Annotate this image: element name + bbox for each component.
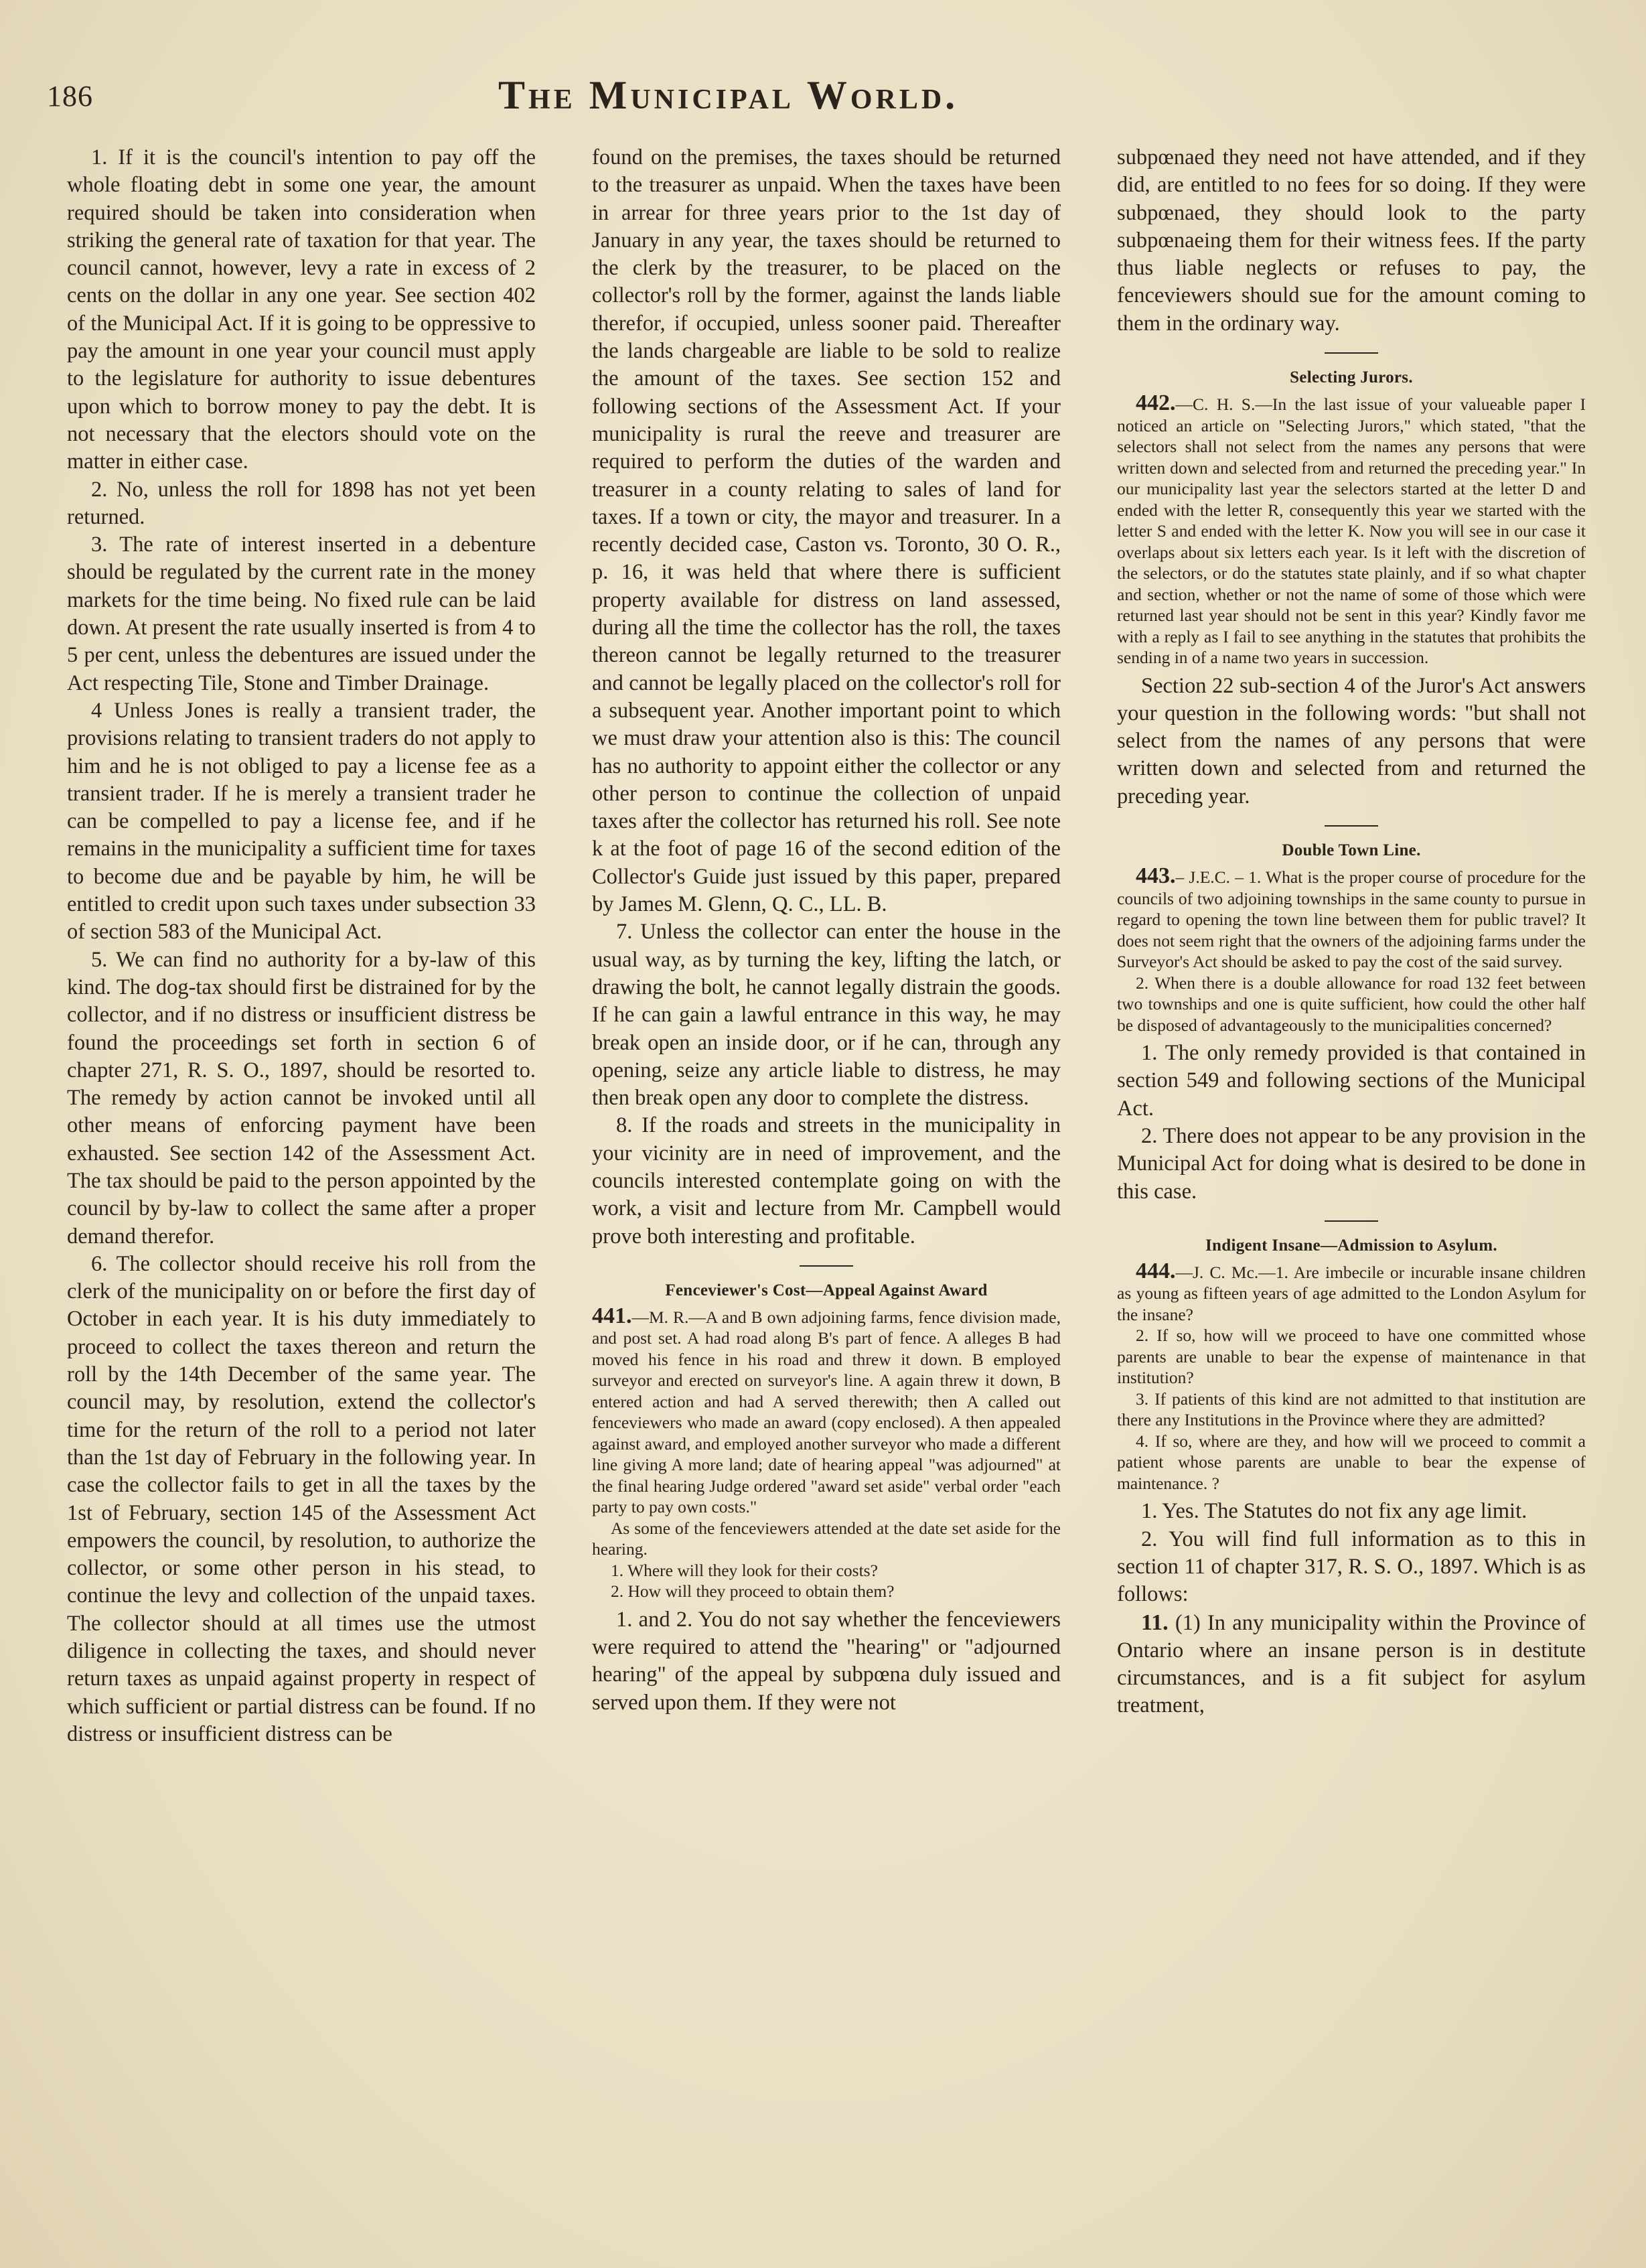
column-3-body — [1117, 144, 1586, 338]
question-441-2: 2. How will they proceed to obtain them? — [611, 1581, 895, 1602]
answer-444-1: 1. Yes. The Statutes do not fix any age limit. — [1141, 1499, 1527, 1524]
statute-section-number: 11. — [1141, 1610, 1169, 1635]
answer-6-continued: found on the premises, the taxes should be returned to the treasurer as unpaid. When the taxes have been in arrear for three years prior to the 1st day of January in any year, the taxes should be returned to the clerk by the treasurer, to be placed on the collector's roll by the former, against the lands liable therefor, if occupied, unless sooner paid. Thereafter the lands chargeable are liable to be sold to realize the amount of the taxes. See section 152 and following sections of the Assessment Act. If your municipality is rural the reeve and treasurer are required to perform the duties of the warden and treasurer in a county relating to sales of land for taxes. If a town or city, the mayor and treasurer. In a recently decided case, Caston vs. Toronto, 30 O. R., p. 16, it was held that where there is sufficient property available for distress on land assessed, during all the time the collector has the roll, the taxes thereon cannot be legally returned to the treasurer and cannot be legally placed on the collector's roll for a subsequent year. Another important point to which we must draw your attention also is this: The council has no authority to appoint either the collector or any other person to continue the collection of unpaid taxes after the collector has returned his roll. See note k at the foot of page 16 of the second edition of the Collector's Guide just issued by this paper, prepared by James M. Glenn, Q. C., LL. B. — [592, 145, 1061, 917]
column-3 — [1117, 144, 1586, 2234]
answer-443-2: 2. There does not appear to be any provision in the Municipal Act for doing what is desired to be done in this case. — [1117, 1123, 1586, 1204]
section-divider — [1325, 352, 1378, 354]
section-divider — [800, 1265, 853, 1267]
question-number-444: 444. — [1136, 1258, 1176, 1283]
question-442 — [1117, 393, 1586, 668]
section-heading-443: Double Town Line. — [1282, 841, 1421, 860]
question-441 — [592, 1305, 1061, 1602]
section-divider — [1325, 1220, 1378, 1222]
page-title: The Municipal World. — [498, 73, 959, 117]
question-444-text: —J. C. Mc.—1. Are imbecile or incurable insane children as young as fifteen years of age admitted to the London Asylum for the insane? — [1117, 1262, 1586, 1324]
answer-444 — [1117, 1498, 1586, 1719]
answer-6: 6. The collector should receive his roll from the clerk of the municipality on or before the first day of October in each year. It is his duty immediately to proceed to collect the taxes thereon and return the roll by the 14th December of the same year. The council may, by resolution, extend the collector's time for the return of the roll to a period not later than the 1st day of February in the following year. In case the collector fails to get in all the taxes by the 1st of February, section 145 of the Assessment Act empowers the council, by resolution, to authorize the collector, or some other person in his stead, to continue the levy and collection of the unpaid taxes. The collector should at all times use the utmost diligence in collecting the taxes, and should never return taxes as unpaid against property in respect of which sufficient or partial distress can be found. If no distress or insufficient distress can be — [67, 1251, 536, 1746]
answer-5: 5. We can find no authority for a by-law of this kind. The dog-tax should first be distrained for by the collector, and if no distress or insufficient distress be found the proceedings set forth in section 6 of chapter 271, R. S. O., 1897, should be resorted to. The remedy by action cannot be invoked until all other means of enforcing payment have been exhausted. See section 142 of the Assessment Act. The tax should be paid to the person appointed by the council by by-law to collect the same after a proper demand therefor. — [67, 947, 536, 1249]
answer-441 — [592, 1606, 1061, 1717]
section-heading-442: Selecting Jurors. — [1290, 368, 1413, 387]
answer-443 — [1117, 1040, 1586, 1206]
question-443-text: – J.E.C. – 1. What is the proper course of procedure for the councils of two adjoining townships in the same county to pursue in regard to opening the town line between them for public travel? It does not seem right that the owners of the adjoining farms under the Surveyor's Act should be asked to pay the cost of the said survey. — [1117, 867, 1586, 972]
statute-section-text: (1) In any municipality within the Province of Ontario where an insane person is in destitute circumstances, and is a fit subject for asylum treatment, — [1117, 1610, 1586, 1718]
question-441-note: As some of the fenceviewers attended at the date set aside for the hearing. — [592, 1518, 1061, 1559]
question-443 — [1117, 865, 1586, 1036]
section-divider — [1325, 825, 1378, 827]
question-number-443: 443. — [1136, 863, 1176, 889]
answer-443-1: 1. The only remedy provided is that contained in section 549 and following sections of the Municipal Act. — [1117, 1041, 1586, 1121]
question-number-441: 441. — [592, 1303, 632, 1328]
question-444-3: 3. If patients of this kind are not admitted to that institution are there any Institutions in the Province where they are admitted? — [1117, 1389, 1586, 1430]
question-number-442: 442. — [1136, 391, 1176, 416]
question-444-4: 4. If so, where are they, and how will we proceed to commit a patient whose parents are unable to bear the expense of maintenance. ? — [1117, 1431, 1586, 1493]
page-header — [43, 67, 1128, 127]
answer-1: 1. If it is the council's intention to pay off the whole floating debt in some one year, the amount required should be taken into consideration when striking the general rate of taxation for that year. The council cannot, however, levy a rate in excess of 2 cents on the dollar in any one year. See section 402 of the Municipal Act. If it is going to be oppressive to pay the amount in one year your council must apply to the legislature for authority to issue debentures upon which to borrow money to pay the debt. It is not necessary that the electors should vote on the matter in either case. — [67, 145, 536, 474]
column-1 — [67, 144, 536, 2234]
article-columns — [67, 144, 1586, 2234]
answer-444-2: 2. You will find full information as to this in section 11 of chapter 317, R. S. O., 1897. Which is as follows: — [1117, 1527, 1586, 1607]
answer-3: 3. The rate of interest inserted in a debenture should be regulated by the current rate in the money markets for the time being. No fixed rule can be laid down. At present the rate usually inserted is from 4 to 5 per cent, unless the debentures are issued under the Act respecting Tile, Stone and Timber Drainage. — [67, 533, 536, 695]
answer-2: 2. No, unless the roll for 1898 has not yet been returned. — [67, 477, 536, 529]
section-heading-444: Indigent Insane—Admission to Asylum. — [1205, 1236, 1497, 1255]
question-443-2: 2. When there is a double allowance for road 132 feet between two townships and one is quite sufficient, how could the other half be disposed of advantageously to the municipalities concerned? — [1117, 973, 1586, 1035]
question-442-text: —C. H. S.—In the last issue of your valueable paper I noticed an article on "Selecting Jurors," which stated, "that the selectors shall not select from the names any persons that were written down and selected from and returned the preceding year." In our municipality last year the selectors started at the letter D and ended with the letter R, consequently this year we started with the letter S and ended with the letter K. Now you will see in our case it overlaps about six letters each year. Is it left with the discretion of the selectors, or do the statutes state plainly, and if so what chapter and section, whether or not the name of some of those which were returned last year should not be sent in this year? Kindly favor me with a reply as I fail to see anything in the statutes that prohibits the sending in of a name two years in succession. — [1117, 395, 1586, 668]
answer-442 — [1117, 672, 1586, 810]
question-441-text: —M. R.—A and B own adjoining farms, fence division made, and post set. A had road along B's part of fence. A alleges B had moved his fence in his road and threw it down. B employed surveyor and erected on surveyor's line. A again threw it down, B entered action and had A served therewith; then A called out fenceviewers who made an award (copy enclosed). A then appealed against award, and employed another surveyor who made a different line giving A more land; date of hearing appeal "was adjourned" at the final hearing Judge ordered "award set aside" verbal order "each party to pay own costs." — [592, 1307, 1061, 1517]
question-441-1: 1. Where will they look for their costs? — [611, 1560, 878, 1580]
answer-441-text: 1. and 2. You do not say whether the fenceviewers were required to attend the "hearing" or "adjourned hearing" of the appeal by subpœna duly issued and served upon them. If they were not — [592, 1607, 1061, 1715]
section-heading-441: Fenceviewer's Cost—Appeal Against Award — [665, 1281, 988, 1299]
question-444-2: 2. If so, how will we proceed to have one committed whose parents are unable to bear the expense of maintenance in that institution? — [1117, 1326, 1586, 1388]
question-444 — [1117, 1258, 1586, 1494]
answer-441-continued: subpœnaed they need not have attended, and if they did, are entitled to no fees for so doing. If they were subpœnaed, they should look to the party subpœnaeing them for their witness fees. If the party thus liable neglects or refuses to pay, the fenceviewers should sue for the amount coming to them in the ordinary way. — [1117, 145, 1586, 336]
answer-8: 8. If the roads and streets in the municipality in your vicinity are in need of improvement, and the councils interested contemplate going on with the work, a visit and lecture from Mr. Campbell would prove both interesting and profitable. — [592, 1113, 1061, 1249]
answer-4: 4 Unless Jones is really a transient trader, the provisions relating to transient traders do not apply to him and he is not obliged to pay a license fee as a transient trader. If he is merely a transient trader he can be compelled to pay a license fee, and if he remains in the municipality a sufficient time for taxes to become due and be payable by him, he will be entitled to credit upon such taxes under subsection 33 of section 583 of the Municipal Act. — [67, 698, 536, 944]
column-2 — [592, 144, 1061, 2234]
column-2-body — [592, 144, 1061, 1251]
answer-7: 7. Unless the collector can enter the house in the usual way, as by turning the key, lifting the latch, or drawing the bolt, he cannot legally distrain the goods. If he can gain a lawful entrance in this way, he may break open an inside door, or if he can, through any opening, seize any article liable to distress, he may then break open any door to complete the distress. — [592, 920, 1061, 1111]
answer-442-text: Section 22 sub-section 4 of the Juror's Act answers your question in the following words: "but shall not select from the names of any persons that were written down and selected from and returned the preceding year. — [1117, 673, 1586, 808]
page-number: 186 — [47, 80, 93, 113]
